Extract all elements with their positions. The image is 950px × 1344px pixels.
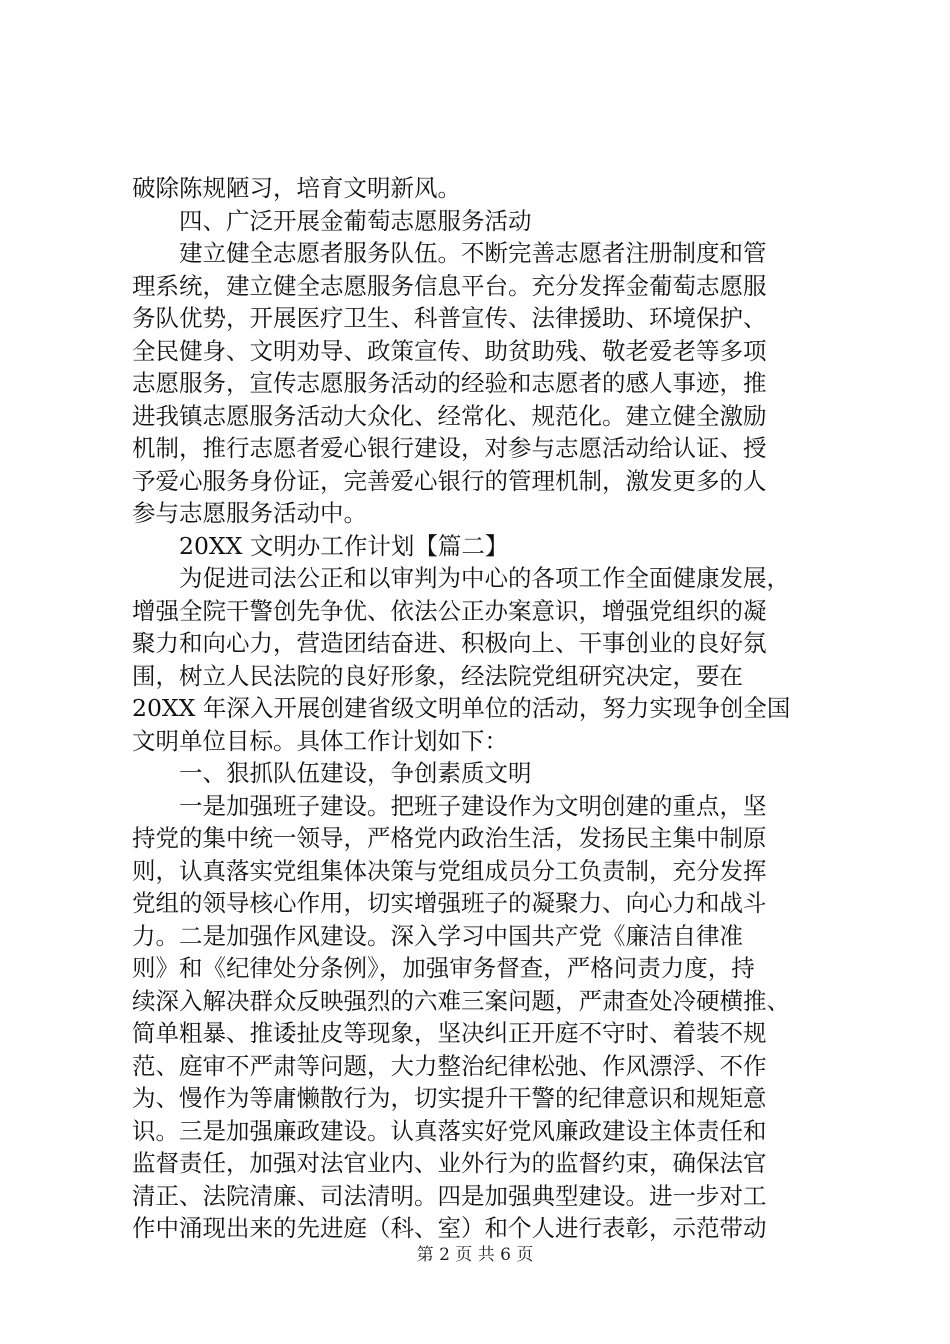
text-line: 一、狠抓队伍建设，争创素质文明 bbox=[179, 759, 532, 787]
text-line: 理系统，建立健全志愿服务信息平台。充分发挥金葡萄志愿服 bbox=[132, 271, 767, 300]
text-line: 全民健身、文明劝导、政策宣传、助贫助残、敬老爱老等多项 bbox=[132, 336, 767, 365]
text-line: 简单粗暴、推诿扯皮等现象，坚决纠正开庭不守时、着装不规 bbox=[132, 1019, 767, 1047]
text-line: 20XX 年深入开展创建省级文明单位的活动，努力实现争创全国 bbox=[132, 694, 791, 722]
text-line: 予爱心服务身份证，完善爱心银行的管理机制，激发更多的人 bbox=[132, 466, 767, 495]
text-line: 志愿服务，宣传志愿服务活动的经验和志愿者的感人事迹，推 bbox=[132, 369, 767, 397]
text-line: 建立健全志愿者服务队伍。不断完善志愿者注册制度和管 bbox=[179, 239, 767, 267]
text-line: 识。三是加强廉政建设。认真落实好党风廉政建设主体责任和 bbox=[132, 1116, 767, 1145]
text-line: 四、广泛开展金葡萄志愿服务活动 bbox=[179, 206, 532, 235]
text-line: 为促进司法公正和以审判为中心的各项工作全面健康发展， bbox=[179, 564, 790, 592]
text-line: 一是加强班子建设。把班子建设作为文明创建的重点，坚 bbox=[179, 791, 767, 820]
document-body bbox=[132, 172, 832, 1245]
text-line: 清正、法院清廉、司法清明。四是加强典型建设。进一步对工 bbox=[132, 1181, 767, 1210]
text-line: 进我镇志愿服务活动大众化、经常化、规范化。建立健全激励 bbox=[132, 401, 767, 430]
text-line: 文明单位目标。具体工作计划如下： bbox=[132, 726, 508, 755]
text-line: 监督责任，加强对法官业内、业外行为的监督约束，确保法官 bbox=[132, 1149, 767, 1177]
text-line: 则，认真落实党组集体决策与党组成员分工负责制，充分发挥 bbox=[132, 856, 767, 885]
text-line: 务队优势，开展医疗卫生、科普宣传、法律援助、环境保护、 bbox=[132, 304, 767, 332]
text-line: 作中涌现出来的先进庭（科、室）和个人进行表彰，示范带动 bbox=[132, 1214, 767, 1242]
text-line: 力。二是加强作风建设。深入学习中国共产党《廉洁自律准 bbox=[132, 921, 743, 950]
text-line: 机制，推行志愿者爱心银行建设，对参与志愿活动给认证、授 bbox=[132, 434, 767, 462]
text-line: 破除陈规陋习，培育文明新风。 bbox=[132, 174, 461, 202]
text-line: 聚力和向心力，营造团结奋进、积极向上、干事创业的良好氛 bbox=[132, 629, 767, 657]
text-line: 参与志愿服务活动中。 bbox=[132, 499, 367, 527]
text-line: 增强全院干警创先争优、依法公正办案意识，增强党组织的凝 bbox=[132, 596, 767, 625]
text-line: 持党的集中统一领导，严格党内政治生活，发扬民主集中制原 bbox=[132, 824, 767, 852]
text-line: 则》和《纪律处分条例》，加强审务督查，严格问责力度，持 bbox=[132, 954, 755, 982]
text-line: 党组的领导核心作用，切实增强班子的凝聚力、向心力和战斗 bbox=[132, 889, 767, 917]
text-line: 范、庭审不严肃等问题，大力整治纪律松弛、作风漂浮、不作 bbox=[132, 1051, 767, 1080]
text-line: 续深入解决群众反映强烈的六难三案问题，严肃查处冷硬横推、 bbox=[132, 986, 790, 1015]
text-line: 围，树立人民法院的良好形象，经法院党组研究决定，要在 bbox=[132, 661, 743, 690]
page-footer: 第 2 页 共 6 页 bbox=[416, 1245, 534, 1265]
text-line: 为、慢作为等庸懒散行为，切实提升干警的纪律意识和规矩意 bbox=[132, 1084, 767, 1112]
text-line: 20XX 文明办工作计划【篇二】 bbox=[179, 531, 509, 560]
